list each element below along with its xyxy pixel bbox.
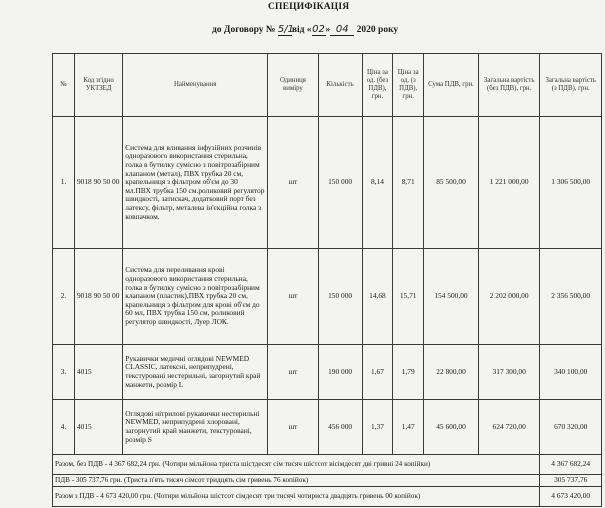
row-price-net: 14,68 xyxy=(362,249,393,345)
row-total-vat: 2 356 500,00 xyxy=(540,249,602,345)
header-sum: Сума ПДВ, грн. xyxy=(424,54,479,117)
row-name: Рукавички медичні оглядові NEWMED CLASSIC, латексні, неприпудрені, текстуровані нестерильні, загорнутий край манжети, розмір L xyxy=(123,345,268,400)
row-total-net: 317 300,00 xyxy=(478,345,539,400)
header-total-net: Загальна вартість (без ПДВ), грн. xyxy=(478,54,539,117)
row-total-net: 624 720,00 xyxy=(478,400,539,455)
row-code: 9018 90 50 00 xyxy=(74,117,122,249)
row-no: 1. xyxy=(53,117,75,249)
total-vat-value: 305 737,76 xyxy=(540,475,602,487)
row-price-vat: 8,71 xyxy=(393,117,424,249)
row-qty: 190 000 xyxy=(318,345,362,400)
contract-mid: » xyxy=(325,25,331,35)
row-no: 2. xyxy=(53,249,75,345)
row-price-net: 1,67 xyxy=(362,345,393,400)
row-unit: шт xyxy=(268,117,319,249)
row-name: Система для вливання інфузійних розчинів одноразового використання стерильна, голка в бутилку сумісно з повітрозабірним клапаном (метал), ПВХ трубка 20 см, крапельниця з фільтром об'єм до 30 мл.ПВХ трубка 150 см.роликовий регулятор швидкості, затискач, додатковий порт без латексу, фільтр, металева ін'єкційна голка з ковпачком. xyxy=(123,117,268,249)
row-total-net: 2 202 000,00 xyxy=(478,249,539,345)
row-code: 4015 xyxy=(74,345,122,400)
contract-reference xyxy=(212,24,398,36)
row-price-net: 8,14 xyxy=(362,117,393,249)
row-qty: 150 000 xyxy=(318,117,362,249)
contract-year: 2020 року xyxy=(356,25,399,35)
header-total-vat: Загальна вартість (з ПДВ), грн. xyxy=(540,54,602,117)
header-code: Код згідно УКТЗЕД xyxy=(74,54,122,117)
contract-prefix: до Договору № xyxy=(212,25,276,35)
row-unit: шт xyxy=(268,400,319,455)
row-sum: 154 500,00 xyxy=(424,249,479,345)
total-gross-value: 4 673 420,00 xyxy=(540,487,602,507)
row-unit: шт xyxy=(268,345,319,400)
table-row xyxy=(53,249,602,345)
row-sum: 22 800,00 xyxy=(424,345,479,400)
contract-day: 02 xyxy=(312,24,325,35)
row-price-vat: 15,71 xyxy=(393,249,424,345)
contract-from: від « xyxy=(291,25,312,35)
row-no: 3. xyxy=(53,345,75,400)
contract-month: 04 xyxy=(330,24,354,36)
table-header-row xyxy=(53,54,602,117)
row-unit: шт xyxy=(268,249,319,345)
row-sum: 45 600,00 xyxy=(424,400,479,455)
row-total-vat: 1 306 500,00 xyxy=(540,117,602,249)
header-qty: Кількість xyxy=(318,54,362,117)
total-row-net xyxy=(53,455,602,475)
total-row-gross xyxy=(53,487,602,507)
row-name: Оглядові нітрилові рукавички нестерильні NEWMED, неприпудрені хлоровані, загорнутий край манжети, текстуровані, розмір S xyxy=(123,400,268,455)
table-row xyxy=(53,400,602,455)
row-total-net: 1 221 000,00 xyxy=(478,117,539,249)
total-row-vat xyxy=(53,475,602,487)
header-unit: Одиниця виміру xyxy=(268,54,319,117)
total-net-label: Разом, без ПДВ - 4 367 682,24 грн. (Чотири мільйона триста шістдесят сім тисяч шістсот вісімдесят дві гривні 24 копійки) xyxy=(53,455,540,475)
row-sum: 85 500,00 xyxy=(424,117,479,249)
row-price-vat: 1,79 xyxy=(393,345,424,400)
contract-number: 5/1 xyxy=(277,24,294,35)
row-qty: 150 000 xyxy=(318,249,362,345)
row-name: Система для переливання крові одноразового використання стерильна, голка в бутилку сумісно з повітрозабірним клапаном (пластик),ПВХ трубка 20 см, крапельниця з фільтром для крові об'єм до 60 мл, ПВХ трубка 150 см, роликовий регулятор швидкості, Луер ЛОК. xyxy=(123,249,268,345)
header-price-vat: Ціна за од. (з ПДВ), грн. xyxy=(393,54,424,117)
row-qty: 456 000 xyxy=(318,400,362,455)
total-net-value: 4 367 682,24 xyxy=(540,455,602,475)
total-gross-label: Разом з ПДВ - 4 673 420,00 грн. (Чотири мільйона шістсот сімдесят три тисячі чотириста двадцять гривень 00 копійок) xyxy=(53,487,540,507)
total-vat-label: ПДВ - 305 737,76 грн. (Триста п'ять тисяч сімсот тридцять сім гривень 76 копійок) xyxy=(53,475,540,487)
row-code: 4015 xyxy=(74,400,122,455)
header-no: № xyxy=(53,54,75,117)
row-price-vat: 1,47 xyxy=(393,400,424,455)
row-no: 4. xyxy=(53,400,75,455)
specification-table xyxy=(52,53,602,507)
row-total-vat: 670 320,00 xyxy=(540,400,602,455)
header-price-net: Ціна за од. (без ПДВ), грн. xyxy=(362,54,393,117)
row-price-net: 1,37 xyxy=(362,400,393,455)
table-row xyxy=(53,117,602,249)
row-total-vat: 340 100,00 xyxy=(540,345,602,400)
row-code: 9018 90 50 00 xyxy=(74,249,122,345)
document-title: СПЕЦИФІКАЦІЯ xyxy=(268,2,350,12)
header-name: Найменування xyxy=(123,54,268,117)
table-row xyxy=(53,345,602,400)
